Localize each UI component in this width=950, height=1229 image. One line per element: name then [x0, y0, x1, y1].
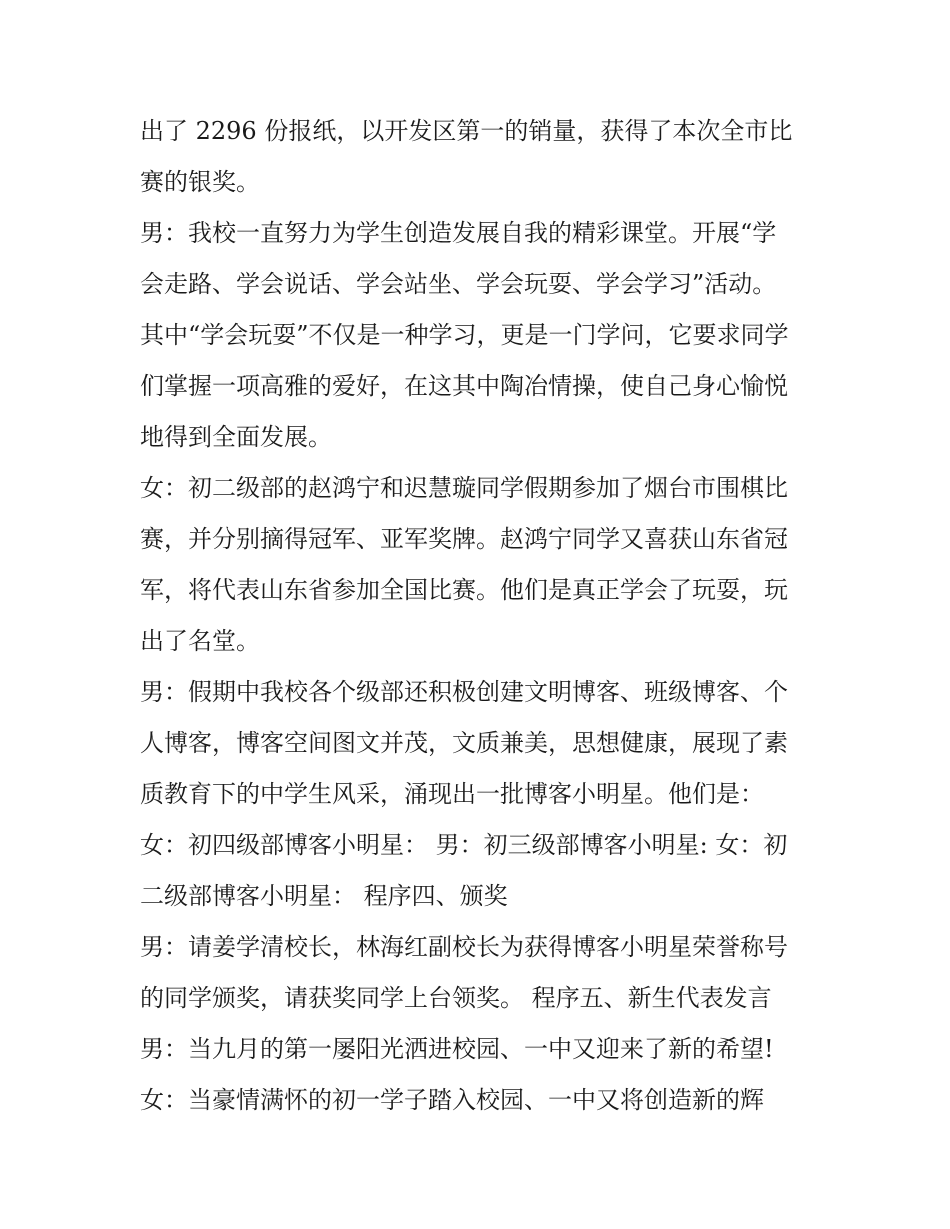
- text-line: 出了名堂。: [140, 627, 260, 655]
- text-line: 男：当九月的第一屡阳光洒进校园、一中又迎来了新的希望!: [140, 1035, 774, 1063]
- text-line: 女：初四级部博客小明星： 男：初三级部博客小明星: 女：初: [140, 831, 788, 859]
- body-text: [140, 106, 820, 1126]
- text-line: 会走路、学会说话、学会站坐、学会玩耍、学会学习”活动。: [140, 270, 777, 298]
- text-line: 质教育下的中学生风采，涌现出一批博客小明星。他们是：: [140, 780, 764, 808]
- text-line: 的同学颁奖，请获奖同学上台领奖。 程序五、新生代表发言: [140, 984, 772, 1012]
- text-line: 男：我校一直努力为学生创造发展自我的精彩课堂。开展“学: [140, 219, 777, 247]
- text-line: 赛的银奖。: [140, 168, 260, 196]
- text-line: 军，将代表山东省参加全国比赛。他们是真正学会了玩耍，玩: [140, 576, 788, 604]
- text-line: 男：假期中我校各个级部还积极创建文明博客、班级博客、个: [140, 678, 788, 706]
- text-line: 其中“学会玩耍”不仅是一种学习，更是一门学问，它要求同学: [140, 321, 789, 349]
- text-line: 赛，并分别摘得冠军、亚军奖牌。赵鸿宁同学又喜获山东省冠: [140, 525, 788, 553]
- text-line: 人博客，博客空间图文并茂，文质兼美，思想健康，展现了素: [140, 729, 788, 757]
- text-line: 们掌握一项高雅的爱好，在这其中陶冶情操，使自己身心愉悦: [140, 372, 788, 400]
- text-line: 男：请姜学清校长，林海红副校长为获得博客小明星荣誉称号: [140, 933, 788, 961]
- text-line: 女：当豪情满怀的初一学子踏入校园、一中又将创造新的辉: [140, 1086, 764, 1114]
- text-line: 地得到全面发展。: [140, 423, 332, 451]
- text-line: 二级部博客小明星： 程序四、颁奖: [140, 882, 508, 910]
- text-line: 出了 2296 份报纸，以开发区第一的销量，获得了本次全市比: [140, 117, 793, 145]
- text-line: 女：初二级部的赵鸿宁和迟慧璇同学假期参加了烟台市围棋比: [140, 474, 788, 502]
